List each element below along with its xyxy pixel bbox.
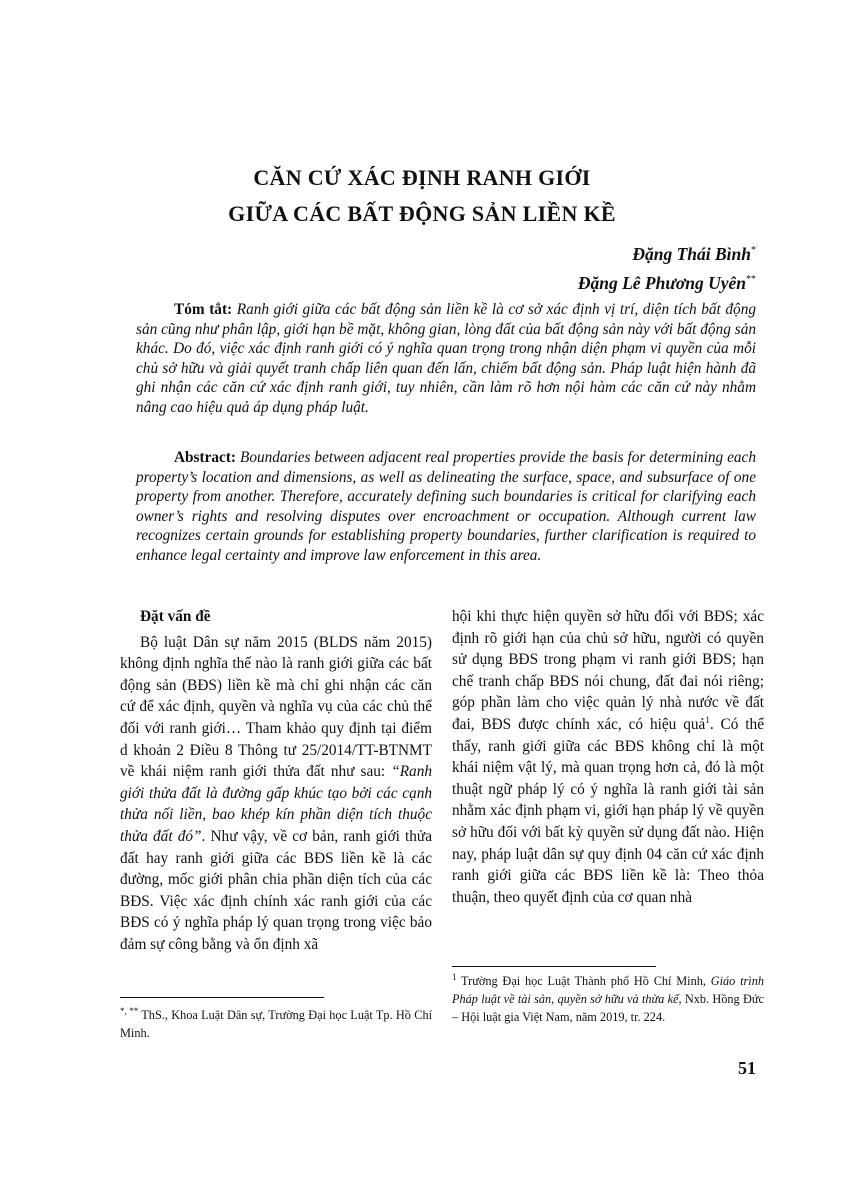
body-column-right xyxy=(452,606,764,908)
abstract-vi-label: Tóm tắt: xyxy=(174,301,233,318)
author-1-mark: * xyxy=(751,245,756,256)
footnote-1-text-a: Trường Đại học Luật Thành phố Hồ Chí Minh, xyxy=(456,974,711,988)
footnote-1-number: 1 xyxy=(452,971,457,982)
footnote-1-text-b: , Nxb. Hồng Đức – Hội luật gia Việt Nam, năm 2019, tr. 224. xyxy=(452,992,764,1024)
footnote-ref-1[interactable]: 1 xyxy=(705,714,710,725)
author-list xyxy=(578,238,756,296)
abstract-en-label: Abstract: xyxy=(174,449,237,466)
abstract-vi-text: Ranh giới giữa các bất động sản liền kề là cơ sở xác định vị trí, diện tích bất động sản cũng như phân lập, giới hạn bề mặt, không gian, lòng đất của bất động sản này với bất động sản khác. Do đó, việc xác định ranh giới có ý nghĩa quan trọng trong nhận diện phạm vi quyền của mỗi chủ sở hữu và giải quyết tranh chấp liên quan đến lấn, chiếm bất động sản. Pháp luật hiện hành đã ghi nhận các căn cứ xác định ranh giới, tuy nhiên, cần làm rõ hơn nội hàm các căn cứ này nhằm nâng cao hiệu quả áp dụng pháp luật. xyxy=(136,301,756,416)
author-2-name: Đặng Lê Phương Uyên xyxy=(577,272,746,293)
abstract-english xyxy=(136,448,756,565)
abstract-en-text: Boundaries between adjacent real properties provide the basis for determining each property’s location and dimensions, as well as delineating the surface, space, and subsurface of one property from another. Therefore, accurately defining such boundaries is critical for clarifying each owner’s rights and resolving disputes over encroachment or occupation. Although current law recognizes certain grounds for establishing property boundaries, further clarification is required to enhance legal certainty and improve law enforcement in this area. xyxy=(136,449,756,564)
body-paragraph-part-2 xyxy=(452,606,764,908)
footnote-author-marks: *, ** xyxy=(120,1005,139,1016)
body-text-b2: hội khi thực hiện quyền sở hữu đối với BĐS; xác định rõ giới hạn của chủ sở hữu, người có quyền sử dụng BĐS trong phạm vi ranh giới BĐS; hạn chế tranh chấp BĐS nói chung, đất đai nói riêng; góp phần làm cho việc quản lý nhà nước về đất đai, BĐS được chính xác, có hiệu quả xyxy=(452,608,764,733)
abstract-vietnamese xyxy=(136,300,756,417)
body-quote: “Ranh giới thửa đất là đường gấp khúc tạo bởi các cạnh thửa nối liền, bao khép kín phần diện tích thuộc thửa đất đó” xyxy=(120,763,432,845)
footnote-author-affiliation xyxy=(120,1006,432,1042)
footnote-1-book-title: Giáo trình Pháp luật về tài sản, quyền sở hữu và thừa kế xyxy=(452,974,764,1006)
body-text-b1: . Như vậy, về cơ bản, ranh giới thửa đất hay ranh giới giữa các BĐS liền kề là các đường, mốc giới phân chia phần diện tích của các BĐS. Việc xác định chính xác ranh giới của các BĐS có ý nghĩa pháp lý quan trọng trong việc bảo đảm sự công bằng và ổn định xã xyxy=(120,827,433,953)
footnote-1 xyxy=(452,972,764,1026)
body-column-left xyxy=(120,606,432,956)
section-heading: Đặt vấn đề xyxy=(140,608,211,625)
footnote-author-text: ThS., Khoa Luật Dân sự, Trường Đại học Luật Tp. Hồ Chí Minh. xyxy=(120,1008,433,1040)
page-number: 51 xyxy=(738,1058,756,1078)
author-2 xyxy=(578,267,756,296)
author-1 xyxy=(578,238,756,267)
author-2-mark: ** xyxy=(746,273,756,285)
author-1-name: Đặng Thái Bình xyxy=(632,243,751,264)
footnote-rule-left xyxy=(120,997,324,998)
body-paragraph-part-1 xyxy=(120,632,432,956)
body-text-c: . Có thể thấy, ranh giới giữa các BĐS không chỉ là một khái niệm vật lý, mà quan trọng hơn cả, đó là một thuật ngữ pháp lý có ý nghĩa là ranh giới tài sản nhằm xác định phạm vi, giới hạn pháp lý về quyền sở hữu đối với bất kỳ quyền sử dụng đất nào. Hiện nay, pháp luật dân sự quy định 04 căn cứ xác định ranh giới giữa các BĐS liền kề là: Theo thỏa thuận, theo quyết định của cơ quan nhà xyxy=(452,715,764,906)
footnote-rule-right xyxy=(452,966,656,967)
article-title xyxy=(0,160,844,232)
article-title-line-2: GIỮA CÁC BẤT ĐỘNG SẢN LIỀN KỀ xyxy=(228,201,616,226)
article-title-line-1: CĂN CỨ XÁC ĐỊNH RANH GIỚI xyxy=(253,165,591,190)
body-text-a: Bộ luật Dân sự năm 2015 (BLDS năm 2015) không định nghĩa thế nào là ranh giới giữa các bất động sản (BĐS) liền kề mà chỉ ghi nhận các căn cứ để xác định, quyền và nghĩa vụ của các chủ thể đối với ranh giới… Tham khảo quy định tại điểm d khoản 2 Điều 8 Thông tư 25/2014/TT-BTNMT về khái niệm ranh giới thửa đất như sau: xyxy=(120,633,432,781)
